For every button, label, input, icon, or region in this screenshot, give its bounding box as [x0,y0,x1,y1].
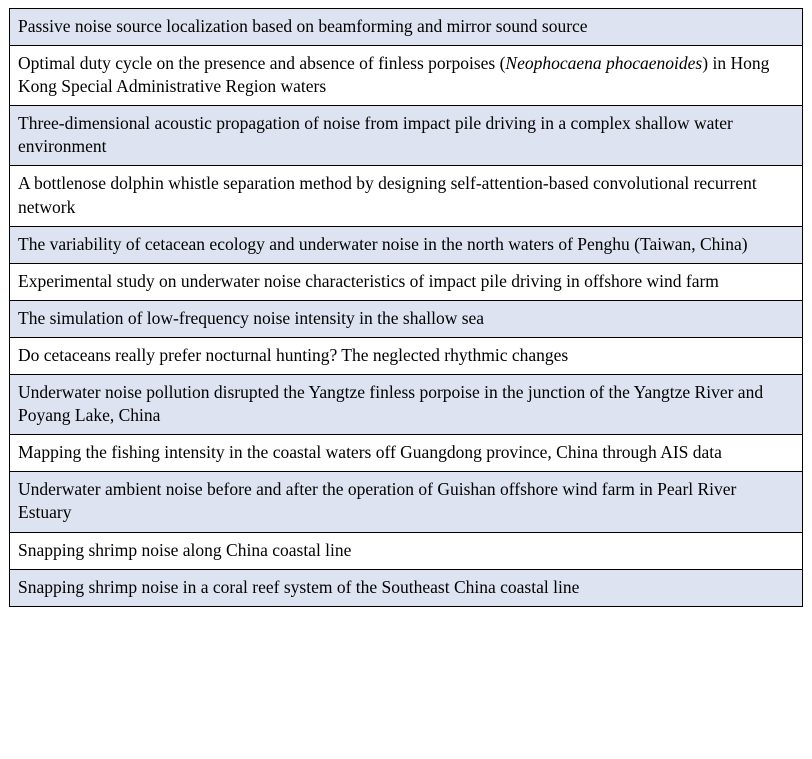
article-title-cell [10,166,803,226]
table-row [10,9,803,46]
article-title-cell [10,46,803,106]
title-text: Optimal duty cycle on the presence and absence of finless porpoises ( [18,53,506,74]
article-title-cell [10,263,803,300]
article-titles-table [9,8,803,607]
title-text: Snapping shrimp noise in a coral reef system of the Southeast China coastal line [18,576,580,597]
table-row [10,435,803,472]
title-text: Experimental study on underwater noise characteristics of impact pile driving in offshore wind farm [18,270,719,291]
article-title-cell [10,375,803,435]
title-text: Three-dimensional acoustic propagation of noise from impact pile driving in a complex shallow water environment [18,113,733,157]
species-name: Neophocaena phocaenoides [505,53,703,74]
table-row [10,337,803,374]
title-text: A bottlenose dolphin whistle separation method by designing self-attention-based convolutional recurrent network [18,173,757,217]
table-body [10,9,803,607]
table-row [10,532,803,569]
title-text: Underwater noise pollution disrupted the Yangtze finless porpoise in the junction of the Yangtze River and Poyang Lake, China [18,382,764,426]
title-text: Mapping the fishing intensity in the coastal waters off Guangdong province, China through AIS data [18,442,722,463]
article-title-cell [10,106,803,166]
table-row [10,569,803,606]
article-title-cell [10,435,803,472]
table-row [10,375,803,435]
title-text: Underwater ambient noise before and after the operation of Guishan offshore wind farm in Pearl River Estuary [18,479,737,523]
title-text: The simulation of low-frequency noise intensity in the shallow sea [18,307,485,328]
title-text: ) in Hong Kong Special Administrative Region waters [18,53,770,97]
title-text: Do cetaceans really prefer nocturnal hunting? The neglected rhythmic changes [18,344,569,365]
table-row [10,263,803,300]
table-row [10,106,803,166]
title-text: Passive noise source localization based on beamforming and mirror sound source [18,16,588,36]
table-row [10,226,803,263]
article-title-cell [10,337,803,374]
article-title-cell [10,226,803,263]
table-row [10,472,803,532]
article-title-cell [10,472,803,532]
table-row [10,46,803,106]
title-text: The variability of cetacean ecology and underwater noise in the north waters of Penghu (Taiwan, China) [18,233,748,254]
title-text: Snapping shrimp noise along China coastal line [18,539,352,560]
table-row [10,166,803,226]
article-title-cell [10,532,803,569]
article-title-cell [10,569,803,606]
table-row [10,300,803,337]
article-title-cell [10,300,803,337]
article-title-cell [10,9,803,46]
